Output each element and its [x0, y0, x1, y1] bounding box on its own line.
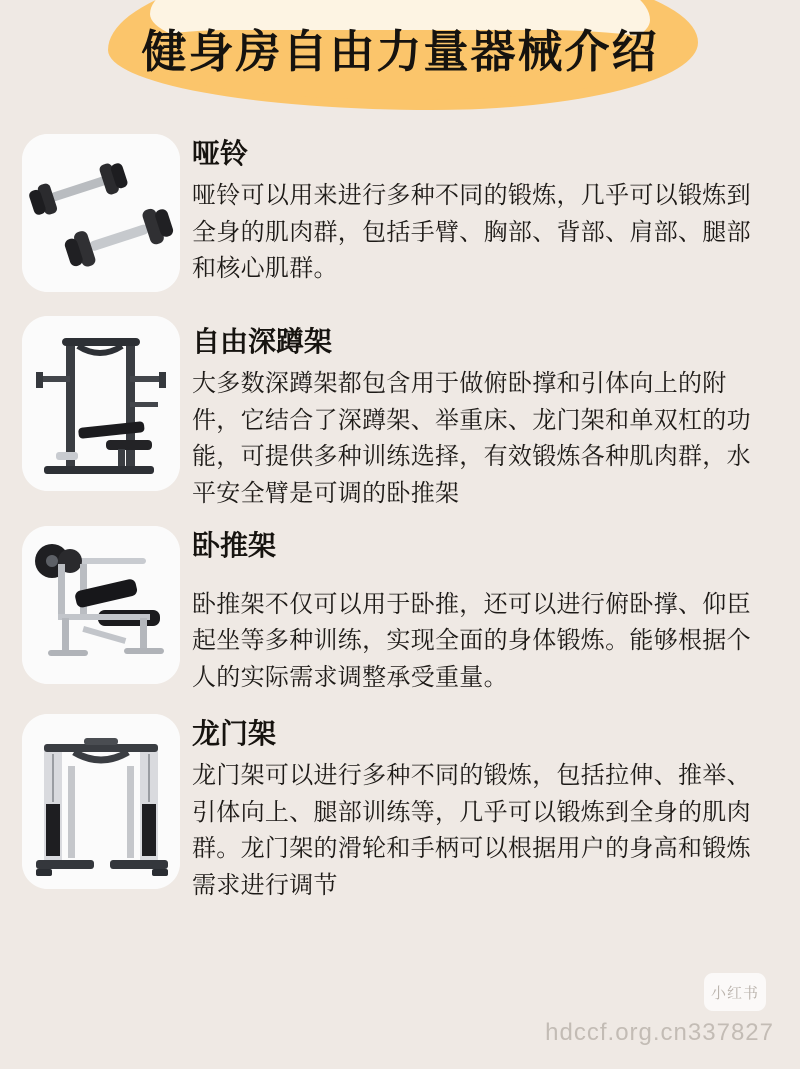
- section-text: 龙门架可以进行多种不同的锻炼，包括拉伸、推举、引体向上、腿部训练等，几乎可以锻炼到全身的肌肉群。龙门架的滑轮和手柄可以根据用户的身高和锻炼需求进行调节: [192, 762, 751, 899]
- section-text: 大多数深蹲架都包含用于做俯卧撑和引体向上的附件，它结合了深蹲架、举重床、龙门架和单双杠的功能，可提供多种训练选择，有效锻炼各种肌肉群，水平安全臂是可调的卧推架: [192, 370, 751, 507]
- xiaohongshu-watermark: 小红书: [704, 973, 766, 1011]
- section-title: 自由深蹲架: [192, 326, 333, 357]
- section-text: 卧推架不仅可以用于卧推，还可以进行俯卧撑、仰臣起坐等多种训练，实现全面的身体锻炼。能够根据个人的实际需求调整承受重量。: [192, 590, 751, 691]
- url-watermark: hdccf.org.cn337827: [545, 1019, 774, 1046]
- section-bench-press: [0, 526, 800, 696]
- section-title: 卧推架: [192, 530, 277, 562]
- bench-press-photo: [22, 526, 180, 684]
- section-body: [192, 316, 772, 512]
- section-body: [192, 134, 772, 288]
- header-banner: [0, 0, 800, 118]
- section-body: [192, 526, 772, 696]
- section-text: 哑铃可以用来进行多种不同的锻炼，几乎可以锻炼到全身的肌肉群，包括手臂、胸部、背部、肩部、腿部和核心肌群。: [192, 182, 751, 283]
- page-title: 健身房自由力量器械介绍: [141, 26, 659, 77]
- section-body: [192, 714, 772, 904]
- section-title: 龙门架: [192, 718, 277, 750]
- section-dumbbell: [0, 134, 800, 292]
- section-title: 哑铃: [192, 138, 249, 169]
- dumbbell-photo: [22, 134, 180, 292]
- cable-crossover-photo: [22, 714, 180, 889]
- section-cable-crossover: [0, 714, 800, 904]
- section-squat-rack: [0, 316, 800, 512]
- squat-rack-photo: [22, 316, 180, 491]
